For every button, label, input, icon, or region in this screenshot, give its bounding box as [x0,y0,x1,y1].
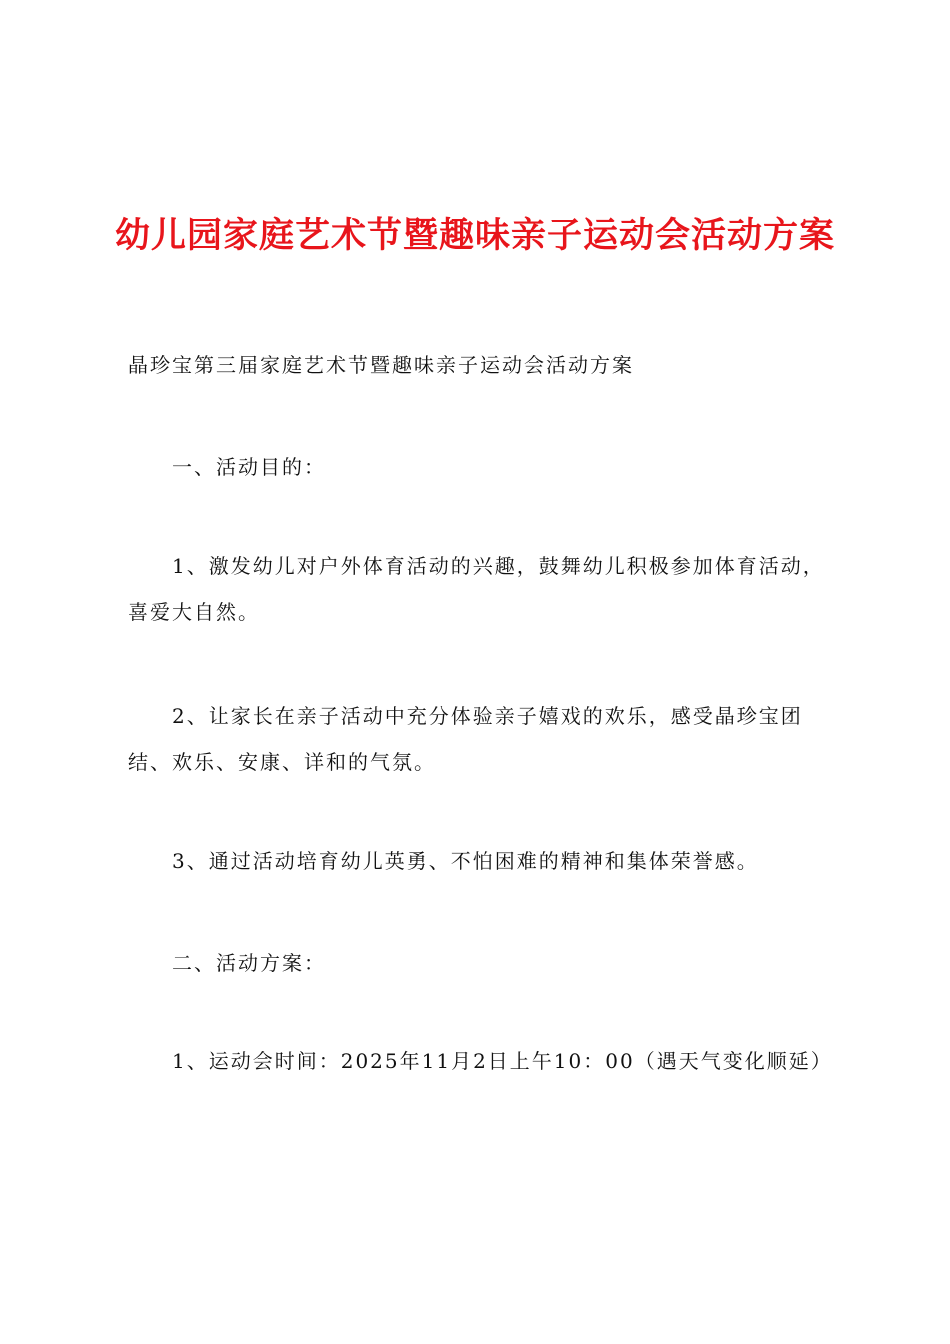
plan-item-1-time: 1、运动会时间：2025年11月2日上午10：00（遇天气变化顺延） [172,1049,833,1073]
section-heading-purpose: 一、活动目的： [172,455,326,479]
section-heading-plan: 二、活动方案： [172,951,326,975]
document-title: 幼儿园家庭艺术节暨趣味亲子运动会活动方案 [114,215,835,256]
document-subtitle: 晶珍宝第三届家庭艺术节暨趣味亲子运动会活动方案 [128,353,634,377]
purpose-item-1: 1、激发幼儿对户外体育活动的兴趣，鼓舞幼儿积极参加体育活动，喜爱大自然。 [128,554,825,624]
purpose-item-3: 3、通过活动培育幼儿英勇、不怕困难的精神和集体荣誉感。 [172,849,759,873]
purpose-item-2: 2、让家长在亲子活动中充分体验亲子嬉戏的欢乐，感受晶珍宝团结、欢乐、安康、详和的气氛。 [128,704,803,774]
